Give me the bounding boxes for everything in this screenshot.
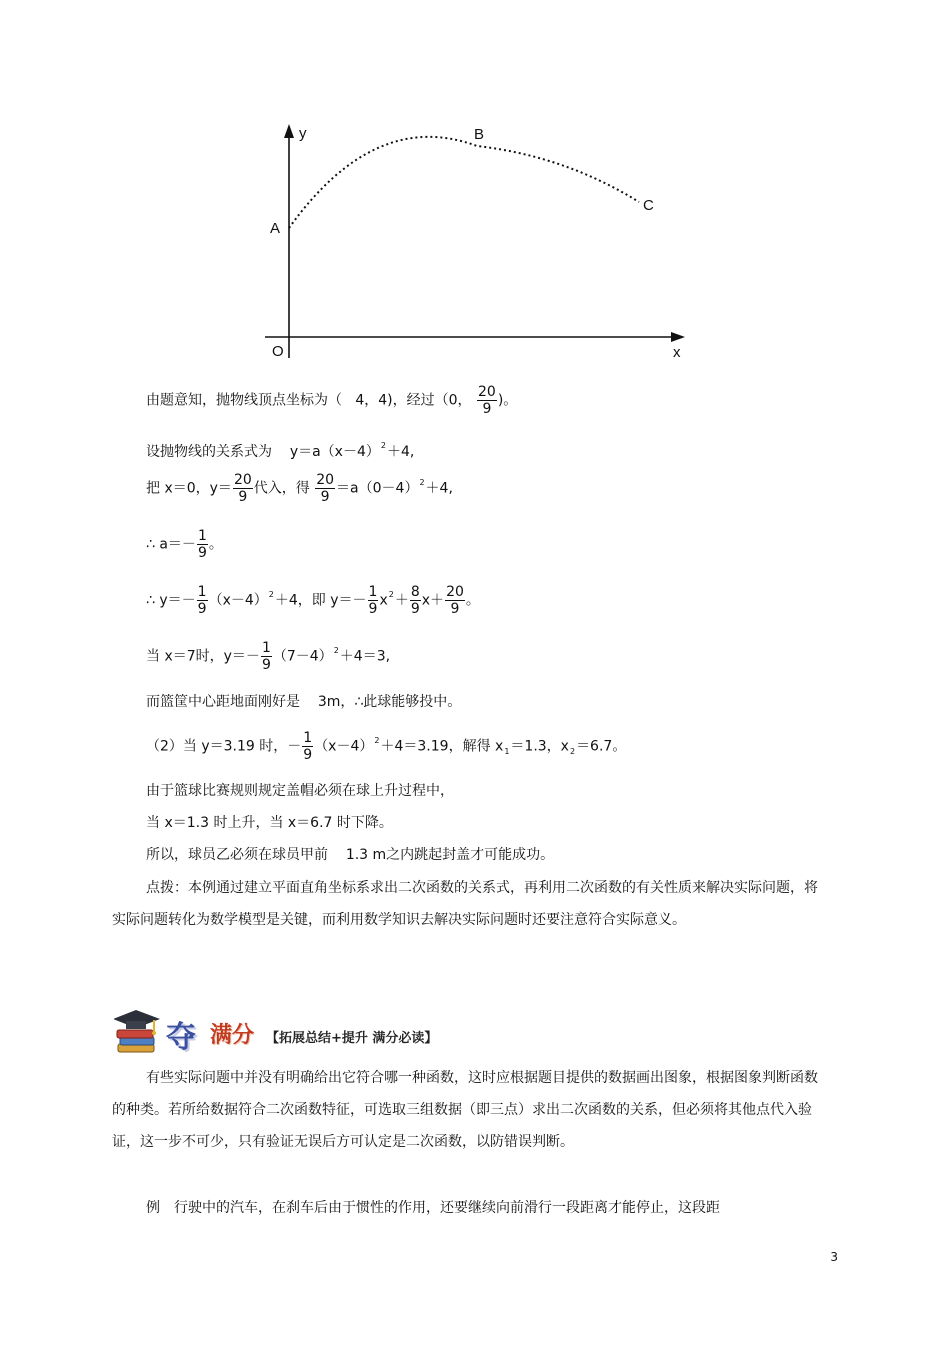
fraction: $\frac{20}{9}$ [316, 472, 335, 505]
fraction: $\frac{20}{9}$ [233, 472, 252, 505]
banner-tag: 【拓展总结+提升 满分必读】 [266, 1031, 438, 1046]
solution-line-2: 设抛物线的关系式为 $y=a(x-4)^2+4$, [146, 441, 415, 460]
solution-line-4: ∴ a＝－ $\frac{1}{9}$ 。 [146, 528, 223, 561]
fraction: $\frac{1}{9}$ [197, 584, 207, 617]
x-axis-label: x [673, 344, 681, 361]
solution-line-7: 而篮筐中心距地面刚好是 3m，∴此球能够投中。 [146, 694, 462, 710]
page-number: 3 [830, 1250, 838, 1264]
fraction: $\frac{1}{9}$ [368, 584, 378, 617]
solution-line-6: 当 x＝7时，y＝－ $\frac{1}{9}$ $(7-4)^2+4=3$, [146, 640, 391, 673]
origin-label: O [272, 343, 284, 360]
solution-line-5: ∴ y＝－ $\frac{1}{9}$ $(x-4)^2+4$，即 y＝－ $\frac{1}{9}$ $x^2+$ $\frac{8}{9}$ x＋ $\frac{20}{9}$ 。 [146, 584, 480, 617]
banner-big-char: 夺 [166, 1020, 196, 1055]
y-axis-label: y [299, 125, 307, 142]
graduation-cap-books-icon [114, 1008, 164, 1058]
parabola-curve [289, 137, 639, 228]
fraction: $\frac{1}{9}$ [303, 730, 313, 763]
x-axis-arrow [671, 332, 685, 342]
solution-line-3: 把 x＝0，y＝ $\frac{20}{9}$ 代入，得 $\frac{20}{9}$ $=a(0-4)^2+4$, [146, 472, 453, 505]
point-b-label: B [474, 126, 485, 143]
fraction: $\frac{20}{9}$ [446, 584, 464, 617]
tip-paragraph: 点拨：本例通过建立平面直角坐标系求出二次函数的关系式，再利用二次函数的有关性质来解决实际问题，将实际问题转化为数学模型是关键，而利用数学知识去解决实际问题时还要注意符合实际意义。 [112, 880, 818, 928]
solution-line-9: 由于篮球比赛规则规定盖帽必须在球上升过程中， [146, 783, 454, 799]
solution-line-1: 由题意知，抛物线顶点坐标为（ 4，4)，经过（0， $\frac{20}{9}$ )。 [146, 384, 518, 417]
solution-line-8: （2）当 y＝3.19 时，－ $\frac{1}{9}$ $(x-4)^2+4=3.19$，解得 $x_1=1.3$，$x_2=6.7$。 [146, 730, 627, 763]
fraction: $\frac{1}{9}$ [261, 640, 271, 673]
graph-svg [255, 118, 695, 368]
solution-line-10: 当 x＝1.3 时上升，当 x＝6.7 时下降。 [146, 815, 393, 831]
fraction: $\frac{8}{9}$ [410, 584, 420, 617]
fraction: $\frac{1}{9}$ [197, 528, 207, 561]
point-c-label: C [643, 197, 654, 214]
example-paragraph: 例 行驶中的汽车，在刹车后由于惯性的作用，还要继续向前滑行一段距离才能停止，这段距 [146, 1200, 720, 1216]
summary-paragraph: 有些实际问题中并没有明确给出它符合哪一种函数，这时应根据题目提供的数据画出图象，根据图象判断函数的种类。若所给数据符合二次函数特征，可选取三组数据（即三点）求出二次函数的关系，但必须将其他点代入验证，这一步不可少，只有验证无误后方可认定是二次函数，以防错误判断。 [112, 1070, 818, 1150]
y-axis-arrow [284, 124, 294, 138]
parabola-graph [255, 118, 695, 368]
section-banner [114, 1008, 474, 1058]
solution-line-11: 所以，球员乙必须在球员甲前 1.3 m之内跳起封盖才可能成功。 [146, 847, 555, 863]
banner-red-text: 满分 [210, 1023, 255, 1048]
point-a-label: A [270, 220, 281, 237]
fraction: $\frac{20}{9}$ [478, 384, 496, 417]
